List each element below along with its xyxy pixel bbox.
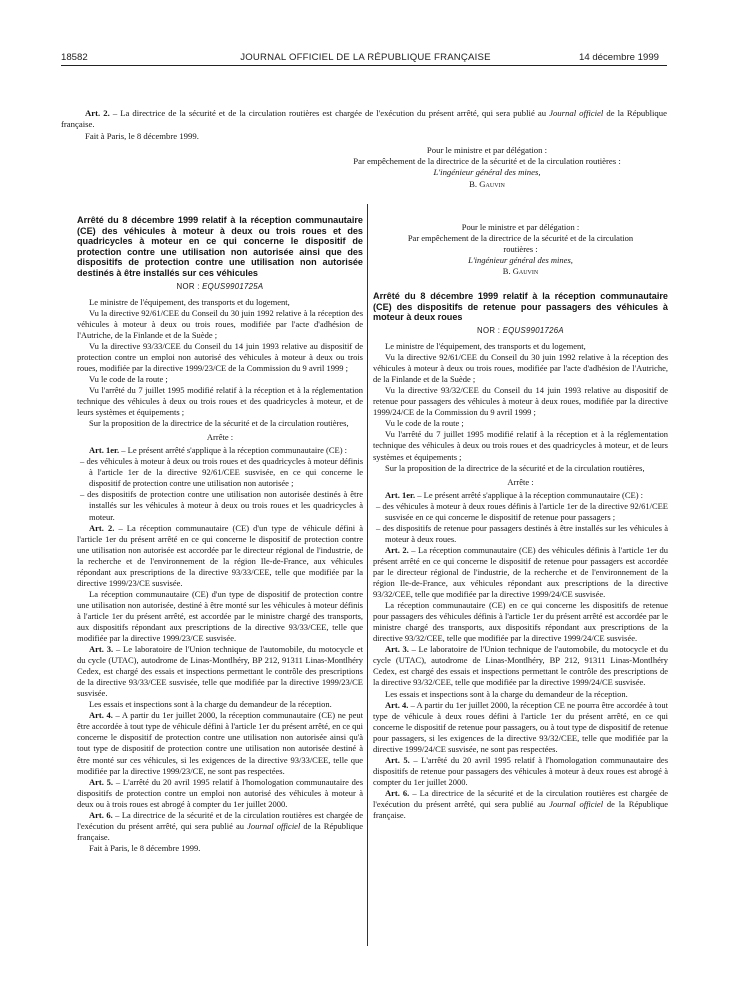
article-paragraph: La réception communautaire (CE) d'un type de dispositif de protection contre une utilisation non autorisée, destiné à être monté sur les véhicules à moteur définis à l'article 1er du présent arrêté, est accordée par le ministre chargé des transports, aux dispositifs répondant aux prescriptions de la directive 93/33/CEE, telle que modifiée par la directive 1999/23/CE susvisée.	[77, 588, 363, 644]
decree-title: Arrêté du 8 décembre 1999 relatif à la réception communautaire (CE) des véhicules à moteur à deux ou trois roues et des quadricycles à moteur en ce qui concerne le dispositif de protection contre une utilisation non autorisée ainsi que des dispositifs de protection contre une utilisation non autorisée destinés à être installés sur ces véhicules	[77, 215, 363, 278]
visa-paragraph: Vu le code de la route ;	[385, 418, 464, 429]
article-1-list	[77, 456, 363, 522]
article-1-list	[373, 501, 668, 545]
nor-label: NOR :	[176, 281, 203, 291]
article-2	[77, 523, 363, 589]
right-column	[373, 222, 668, 821]
article-5	[373, 755, 668, 788]
visa-paragraph: Vu la directive 92/61/CEE du Conseil du 30 juin 1992 relative à la réception des véhicules à moteur à deux ou trois roues, modifiée par l'acte d'adhésion de l'Autriche, de la Finlande et de la Suède ;	[77, 307, 363, 340]
previous-decree-end	[61, 108, 667, 143]
page-number: 18582	[61, 52, 88, 63]
list-item: – des véhicules à moteur à deux ou trois roues et des quadricycles à moteur définis à l'article 1er de la directive 92/61/CEE susvisée, en ce qui concerne le dispositif de protection contre une utilisation non autorisée ;	[80, 456, 363, 489]
left-column	[77, 215, 363, 854]
list-item: – des dispositifs de protection contre une utilisation non autorisée destinés à être installés sur les véhicules à moteur à deux ou trois roues et les quadricycles à moteur.	[80, 489, 363, 522]
nor-code: EQUS9901725A	[202, 281, 264, 291]
article-text: – Le laboratoire de l'Union technique de l'automobile, du motocycle et du cycle (UTAC), autodrome de Linas-Montlhéry, BP 212, 91311 Linas-Montlhéry Cedex, est chargé des essais et inspections permettant le contrôle des prescriptions de la directive 93/32/CEE, telle que modifiée par la directive 1999/24/CE susvisée.	[373, 644, 668, 688]
article-3	[77, 644, 363, 699]
signature-block-right	[373, 222, 668, 277]
article-6	[373, 788, 668, 821]
article-label: Art. 1er.	[89, 445, 120, 456]
article-text: – Le présent arrêté s'applique à la réception communautaire (CE) :	[415, 489, 644, 500]
article-text: – L'arrêté du 20 avril 1995 relatif à l'homologation communautaire des dispositifs de retenue pour passagers des véhicules à moteur à deux roues est abrogé à compter du 1er juillet 2000.	[373, 754, 669, 787]
article-1	[373, 490, 668, 501]
article-2-previous	[61, 108, 667, 130]
article-text-end: de la République française.	[61, 108, 667, 130]
visa-paragraph: Vu l'arrêté du 7 juillet 1995 modifié relatif à la réception et à la réglementation technique des véhicules à deux ou trois roues et des quadricycles à moteur, et de leurs systèmes et équipements ;	[373, 429, 668, 462]
signature-line: Par empêchement de la directrice de la sécurité et de la circulation routières :	[353, 156, 621, 167]
signature-line: Pour le ministre et par délégation :	[461, 222, 580, 232]
page-header	[0, 52, 731, 66]
signature-date: Fait à Paris, le 8 décembre 1999.	[85, 131, 199, 142]
visa-paragraph: Vu le code de la route ;	[89, 373, 168, 384]
article-text: – La directrice de la sécurité et de la circulation routières est chargée de l'exécution du présent arrêté, qui sera publié au	[77, 809, 363, 831]
visa-paragraph: Sur la proposition de la directrice de la sécurité et de la circulation routières,	[385, 462, 645, 473]
nor-code: EQUS9901726A	[502, 326, 564, 336]
article-text: – La réception communautaire (CE) d'un type de véhicule défini à l'article 1er du présent arrêté en ce qui concerne le dispositif de protection contre une utilisation non autorisée est accordée par le directeur régional de l'industrie, de la recherche et de l'environnement de la région Ile-de-France, aux véhicules répondant aux prescriptions de la directive 93/33/CEE, telle que modifiée par la directive 1999/23/CE susvisée.	[77, 522, 363, 588]
article-label: Art. 1er.	[385, 489, 416, 500]
article-label: Art. 3.	[385, 644, 409, 655]
visa-paragraph: Le ministre de l'équipement, des transports et du logement,	[89, 296, 290, 307]
article-2	[373, 545, 668, 600]
article-paragraph: Les essais et inspections sont à la charge du demandeur de la réception.	[89, 699, 332, 710]
list-item: – des véhicules à moteur à deux roues définis à l'article 1er de la directive 92/61/CEE susvisée en ce qui concerne le dispositif de retenue pour passagers ;	[376, 500, 668, 522]
nor-reference	[373, 325, 668, 336]
signature-block-top	[306, 145, 668, 190]
article-6	[77, 810, 363, 843]
article-label: Art. 6.	[89, 809, 113, 820]
article-label: Art. 6.	[385, 787, 410, 798]
signature-line: Pour le ministre et par délégation :	[426, 145, 548, 155]
issue-date: 14 décembre 1999	[578, 52, 659, 63]
signature-title: L'ingénieur général des mines,	[433, 167, 541, 178]
article-text: – La réception communautaire (CE) des véhicules définis à l'article 1er du présent arrêté en ce qui concerne le dispositif de retenue pour passagers est accordée par le directeur régional de l'industrie, de la recherche et de l'environnement de la région Ile-de-France, aux véhicules répondant aux prescriptions de la directive 93/32/CEE, telle que modifiée par la directive 1999/24/CE susvisée.	[373, 544, 668, 600]
visa-paragraph: Vu la directive 93/33/CEE du Conseil du 14 juin 1993 relative au dispositif de protection contre un emploi non autorisé des véhicules à moteur à deux ou trois roues, modifiée par la directive 1999/23/CE de la Commission du 9 avril 1999 ;	[77, 340, 363, 373]
visa-paragraph: Vu la directive 93/32/CEE du Conseil du 14 juin 1993 relative au dispositif de retenue pour passagers des véhicules à moteur à deux roues, modifiée par la directive 1999/24/CE de la Commission du 9 avril 1999 ;	[373, 385, 668, 418]
article-label: Art. 4.	[385, 699, 409, 710]
arrete-heading: Arrête :	[206, 432, 234, 443]
signature-title: L'ingénieur général des mines,	[468, 255, 573, 266]
article-text: – La directrice de la sécurité et de la circulation routières est chargée de l'exécution du présent arrêté, qui sera publié au	[109, 108, 550, 118]
article-4	[77, 710, 363, 776]
article-text: – L'arrêté du 20 avril 1995 relatif à l'homologation communautaire des dispositifs de protection contre un emploi non autorisé des véhicules à moteur à deux ou à trois roues est abrogé à compter du 1er juillet 2000.	[77, 776, 364, 809]
article-5	[77, 777, 363, 810]
decree-title: Arrêté du 8 décembre 1999 relatif à la réception communautaire (CE) des dispositifs de retenue pour passagers des véhicules à moteur à deux roues	[373, 291, 668, 323]
article-label: Art. 4.	[89, 710, 113, 721]
article-3	[373, 644, 668, 688]
arrete-heading: Arrête :	[507, 476, 534, 487]
article-text-end: de la République française.	[77, 820, 363, 842]
journal-title: JOURNAL OFFICIEL DE LA RÉPUBLIQUE FRANÇAISE	[240, 52, 491, 63]
journal-reference: Journal officiel	[549, 108, 604, 118]
journal-reference: Journal officiel	[247, 820, 301, 831]
article-label: Art. 2.	[85, 108, 110, 118]
article-text: – A partir du 1er juillet 2000, la réception CE ne pourra être accordée à tout type de véhicule à deux roues défini à l'article 1er du présent arrêté, en ce qui concerne le dispositif de retenue pour passagers, ou à tout type de dispositif de retenue pour passagers, si les exigences de la directive 93/32/CEE, telle que modifiée par la directive 1999/24/CE susvisée, ne sont pas respectées.	[373, 699, 669, 754]
signature-line: Par empêchement de la directrice de la sécurité et de la circulation routières :	[407, 233, 634, 255]
article-1	[77, 445, 363, 456]
nor-reference	[77, 281, 363, 292]
article-text: – Le laboratoire de l'Union technique de l'automobile, du motocycle et du cycle (UTAC), autodrome de Linas-Montlhéry, BP 212, 91311 Linas-Montlhéry Cedex, est chargé des essais et inspections permettant le contrôle des prescriptions de la directive 93/33/CEE susvisée, telle que modifiée par la directive 1999/23/CE susvisée.	[77, 644, 363, 699]
journal-reference: Journal officiel	[549, 798, 604, 809]
signatory-name: B. Gauvin	[469, 178, 505, 189]
article-paragraph: La réception communautaire (CE) en ce qui concerne les dispositifs de retenue pour passagers des véhicules définis à l'article 1er du présent arrêté est accordée par le ministre chargé des transports, aux dispositifs répondant aux prescriptions de la directive 93/32/CEE, telle que modifiée par la directive 1999/24/CE susvisée.	[373, 600, 668, 644]
header-rule	[61, 65, 667, 66]
article-text: – A partir du 1er juillet 2000, la réception communautaire (CE) ne peut être accordée à tout type de véhicule défini à l'article 1er du présent arrêté, en ce qui concerne le dispositif de protection contre une utilisation non autorisée ainsi qu'à tout type de dispositif de protection contre une utilisation non autorisée destiné à être monté sur ces véhicules, si les exigences de la directive 93/33/CEE, telle que modifiée par la directive 1999/23/CE, ne sont pas respectées.	[77, 710, 363, 776]
nor-label: NOR :	[477, 326, 503, 336]
visa-paragraph: Sur la proposition de la directrice de la sécurité et de la circulation routières,	[89, 418, 349, 429]
article-text: – Le présent arrêté s'applique à la réception communautaire (CE) :	[119, 445, 348, 456]
article-paragraph: Les essais et inspections sont à la charge du demandeur de la réception.	[385, 688, 628, 699]
visa-paragraph: Le ministre de l'équipement, des transports et du logement,	[385, 341, 586, 352]
article-text: – La directrice de la sécurité et de la circulation routières est chargée de l'exécution du présent arrêté, qui sera publié au	[373, 787, 668, 809]
column-divider	[367, 204, 368, 946]
article-text-end: de la République française.	[373, 798, 668, 821]
signature-date: Fait à Paris, le 8 décembre 1999.	[89, 842, 201, 853]
article-label: Art. 3.	[89, 644, 114, 655]
article-label: Art. 2.	[89, 522, 115, 533]
signatory-name: B. Gauvin	[502, 266, 539, 277]
article-label: Art. 5.	[89, 776, 114, 787]
article-label: Art. 2.	[385, 544, 409, 555]
article-4	[373, 700, 668, 755]
visa-paragraph: Vu l'arrêté du 7 juillet 1995 modifié relatif à la réception et à la réglementation technique des véhicules à deux ou trois roues et des quadricycles à moteur, et de leurs systèmes et équipements ;	[77, 384, 363, 418]
list-item: – des dispositifs de retenue pour passagers destinés à être installés sur les véhicules à moteur à deux roues.	[376, 522, 668, 544]
article-label: Art. 5.	[385, 754, 410, 765]
visa-paragraph: Vu la directive 92/61/CEE du Conseil du 30 juin 1992 relative à la réception des véhicules à moteur à deux ou trois roues, modifiée par l'acte d'adhésion de l'Autriche, de la Finlande et de la Suède ;	[373, 352, 668, 385]
